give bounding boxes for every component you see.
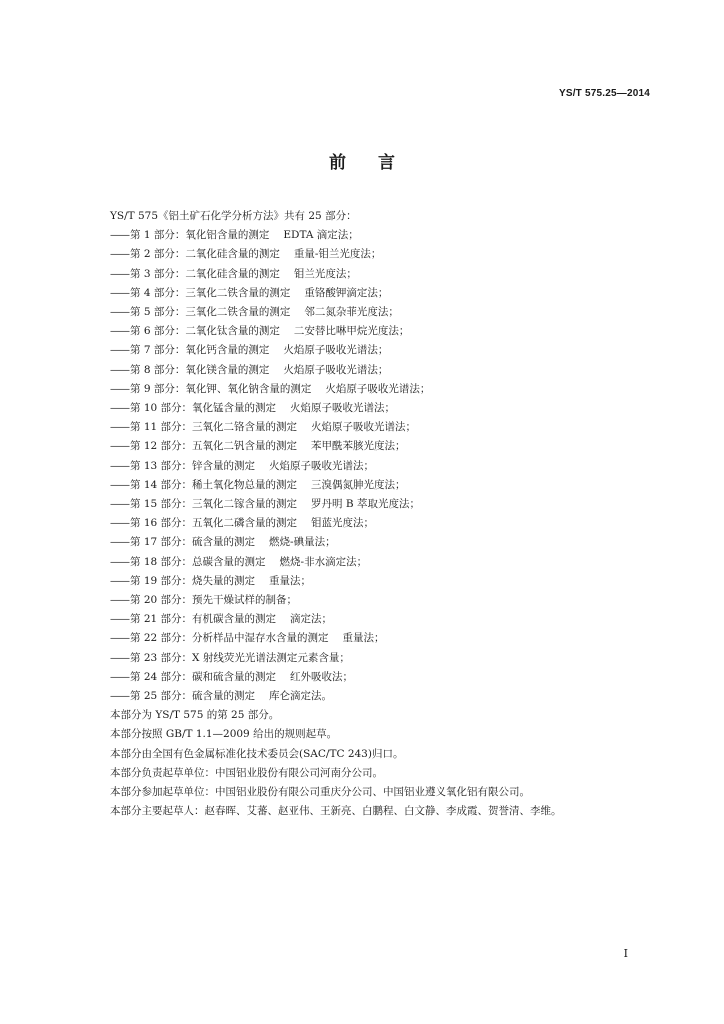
part-label: 第 11 部分：三氧化二铬含量的测定 <box>130 421 298 434</box>
list-item <box>110 476 670 495</box>
list-item <box>110 457 670 476</box>
note-line: 本部分按照 GB/T 1.1—2009 给出的规则起草。 <box>110 728 338 741</box>
list-dash: —— <box>110 267 129 280</box>
part-method: 火焰原子吸收光谱法； <box>283 344 389 357</box>
part-method: 滴定法； <box>290 613 333 626</box>
part-label: 第 16 部分：五氧化二磷含量的测定 <box>130 517 298 530</box>
list-item <box>110 437 670 456</box>
list-item <box>110 380 670 399</box>
part-label: 第 4 部分：三氧化二铁含量的测定 <box>130 286 291 299</box>
list-item <box>110 361 670 380</box>
part-label: 第 22 部分：分析样品中湿存水含量的测定 <box>130 632 329 645</box>
part-label: 第 25 部分：硫含量的测定 <box>130 690 256 703</box>
part-label: 第 2 部分：二氧化硅含量的测定 <box>130 248 280 261</box>
part-method: 钼蓝光度法； <box>311 517 375 530</box>
list-dash: —— <box>110 363 129 376</box>
part-label: 第 17 部分：硫含量的测定 <box>130 536 256 549</box>
part-method: 重量法； <box>269 574 312 587</box>
list-dash: —— <box>110 344 129 357</box>
part-label: 第 6 部分：二氧化钛含量的测定 <box>130 325 280 338</box>
list-item <box>110 265 670 284</box>
part-method: 燃烧-非水滴定法； <box>279 555 368 568</box>
parts-list <box>110 226 670 706</box>
standard-code: YS/T 575.25—2014 <box>558 88 650 99</box>
part-label: 第 23 部分：X 射线荧光光谱法测定元素含量； <box>130 651 350 664</box>
list-dash: —— <box>110 632 129 645</box>
part-label: 第 19 部分：烧失量的测定 <box>130 574 256 587</box>
part-label: 第 24 部分：碳和硫含量的测定 <box>130 670 277 683</box>
list-dash: —— <box>110 325 129 338</box>
part-method: 火焰原子吸收光谱法； <box>290 402 396 415</box>
part-method: 燃烧-碘量法； <box>269 536 336 549</box>
list-item <box>110 399 670 418</box>
part-label: 第 15 部分：三氧化二镓含量的测定 <box>130 498 298 511</box>
list-item <box>110 610 670 629</box>
part-label: 第 12 部分：五氧化二钒含量的测定 <box>130 440 298 453</box>
list-dash: —— <box>110 517 129 530</box>
part-label: 第 7 部分：氧化钙含量的测定 <box>130 344 270 357</box>
part-label: 第 3 部分：二氧化硅含量的测定 <box>130 267 280 280</box>
part-method: 重量法； <box>342 632 385 645</box>
list-item <box>110 687 670 706</box>
page-number: I <box>623 947 628 960</box>
list-dash: —— <box>110 402 129 415</box>
part-method: 重量-钼兰光度法； <box>293 248 382 261</box>
part-method: 邻二氮杂菲光度法； <box>304 306 399 319</box>
part-label: 第 8 部分：氧化镁含量的测定 <box>130 363 270 376</box>
list-dash: —— <box>110 421 129 434</box>
list-dash: —— <box>110 498 129 511</box>
list-item <box>110 668 670 687</box>
part-method: 三溴偶氮胂光度法； <box>311 478 406 491</box>
list-item <box>110 245 670 264</box>
part-label: 第 20 部分：预先干燥试样的制备； <box>130 594 298 607</box>
list-dash: —— <box>110 594 129 607</box>
list-dash: —— <box>110 478 129 491</box>
part-method: EDTA 滴定法； <box>283 229 359 242</box>
list-item <box>110 572 670 591</box>
list-item <box>110 514 670 533</box>
list-dash: —— <box>110 555 129 568</box>
list-dash: —— <box>110 286 129 299</box>
part-method: 罗丹明 B 萃取光度法； <box>311 498 420 511</box>
notes-list <box>110 706 670 821</box>
note-line: 本部分由全国有色金属标准化技术委员会(SAC/TC 243)归口。 <box>110 747 404 760</box>
list-item <box>110 533 670 552</box>
note-line: 本部分负责起草单位：中国铝业股份有限公司河南分公司。 <box>110 766 383 779</box>
part-method: 红外吸收法； <box>290 670 354 683</box>
part-method: 火焰原子吸收光谱法； <box>311 421 417 434</box>
part-method: 二安替比啉甲烷光度法； <box>293 325 410 338</box>
part-method: 钼兰光度法； <box>293 267 357 280</box>
list-dash: —— <box>110 306 129 319</box>
list-item <box>110 226 670 245</box>
intro-line: YS/T 575《铝土矿石化学分析方法》共有 25 部分： <box>110 210 357 222</box>
list-item <box>110 341 670 360</box>
part-method: 火焰原子吸收光谱法； <box>269 459 375 472</box>
note-line: 本部分参加起草单位：中国铝业股份有限公司重庆分公司、中国铝业遵义氧化铝有限公司。 <box>110 786 530 799</box>
list-item <box>110 591 670 610</box>
part-label: 第 14 部分：稀土氧化物总量的测定 <box>130 478 298 491</box>
list-item <box>110 629 670 648</box>
list-dash: —— <box>110 536 129 549</box>
note-line: 本部分主要起草人：赵春晖、艾蕃、赵亚伟、王新亮、白鹏程、白文静、李成霞、贺誉清、李维。 <box>110 805 562 818</box>
list-item <box>110 649 670 668</box>
list-item <box>110 322 670 341</box>
part-method: 重铬酸钾滴定法； <box>304 286 389 299</box>
list-dash: —— <box>110 382 129 395</box>
part-method: 苯甲酰苯胲光度法； <box>311 440 406 453</box>
list-dash: —— <box>110 690 129 703</box>
list-dash: —— <box>110 248 129 261</box>
note-line: 本部分为 YS/T 575 的第 25 部分。 <box>110 709 280 722</box>
list-dash: —— <box>110 574 129 587</box>
part-label: 第 10 部分：氧化锰含量的测定 <box>130 402 277 415</box>
part-label: 第 13 部分：锌含量的测定 <box>130 459 256 472</box>
list-dash: —— <box>110 670 129 683</box>
part-method: 火焰原子吸收光谱法； <box>325 382 431 395</box>
part-label: 第 1 部分：氧化铝含量的测定 <box>130 229 270 242</box>
list-item <box>110 553 670 572</box>
part-method: 火焰原子吸收光谱法； <box>283 363 389 376</box>
list-dash: —— <box>110 651 129 664</box>
part-method: 库仑滴定法。 <box>269 690 333 703</box>
list-item <box>110 418 670 437</box>
page-title: 前言 <box>329 153 427 173</box>
part-label: 第 9 部分：氧化钾、氧化钠含量的测定 <box>130 382 312 395</box>
list-item <box>110 303 670 322</box>
list-dash: —— <box>110 440 129 453</box>
part-label: 第 21 部分：有机碳含量的测定 <box>130 613 277 626</box>
list-dash: —— <box>110 613 129 626</box>
part-label: 第 5 部分：三氧化二铁含量的测定 <box>130 306 291 319</box>
list-dash: —— <box>110 229 129 242</box>
list-dash: —— <box>110 459 129 472</box>
part-label: 第 18 部分：总碳含量的测定 <box>130 555 266 568</box>
list-item <box>110 495 670 514</box>
list-item <box>110 284 670 303</box>
foreword-body <box>110 207 670 822</box>
